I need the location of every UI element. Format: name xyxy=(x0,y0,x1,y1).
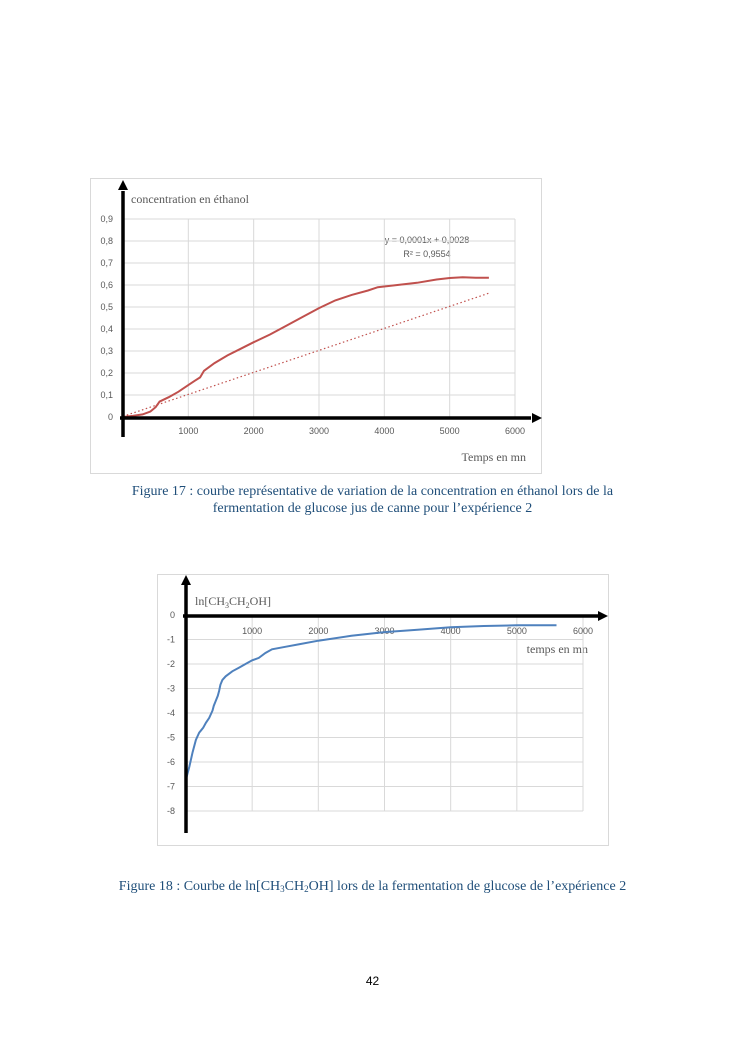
y-tick-label: 0,3 xyxy=(100,346,113,356)
x-axis-arrow xyxy=(598,611,608,621)
x-tick-label: 5000 xyxy=(439,426,460,436)
x-tick-label: 3000 xyxy=(374,626,395,636)
series-line-ln-ethanol xyxy=(186,625,557,779)
y-axis-title-prefix: ln[CH xyxy=(195,594,225,608)
y-tick-label: -1 xyxy=(166,634,175,645)
y-tick-label: 0 xyxy=(107,412,113,422)
x-tick-label: 3000 xyxy=(308,426,330,436)
y-axis-title-mid: CH xyxy=(229,594,246,608)
y-tick-label: -5 xyxy=(166,732,175,743)
y-tick-label: -3 xyxy=(166,683,175,694)
x-tick-label: 4000 xyxy=(374,426,395,436)
y-axis-arrow xyxy=(118,180,128,190)
y-tick-label: 0,7 xyxy=(100,258,113,268)
y-tick-label: -8 xyxy=(166,806,175,816)
y-tick-label: 0,4 xyxy=(100,324,113,334)
x-tick-label: 2000 xyxy=(308,626,329,636)
chart-ethanol-concentration xyxy=(90,178,542,474)
x-tick-label: 2000 xyxy=(243,426,264,436)
y-tick-label: -6 xyxy=(166,757,175,767)
x-tick-label: 6000 xyxy=(572,626,594,636)
y-tick-label: 0,2 xyxy=(100,368,113,378)
caption-sub-2: 2 xyxy=(304,884,309,894)
figure-17-caption xyxy=(100,483,645,517)
caption-line-2: fermentation de glucose jus de canne pour l’expérience 2 xyxy=(212,501,533,516)
figure-18-caption xyxy=(60,878,685,898)
x-tick-label: 1000 xyxy=(242,626,263,636)
caption-mid: CH xyxy=(284,879,305,894)
y-tick-label: -7 xyxy=(166,781,175,792)
y-axis-arrow xyxy=(181,575,191,585)
x-tick-label: 4000 xyxy=(440,626,461,636)
caption-sub-1: 3 xyxy=(280,884,285,894)
caption-prefix: Figure 18 : Courbe de ln[CH xyxy=(118,879,281,894)
trendline-equation: y = 0,0001x + 0,0028 xyxy=(384,235,470,245)
x-axis-arrow xyxy=(532,413,542,423)
ethanol-chart-svg xyxy=(91,179,541,473)
x-axis-title: temps en mn xyxy=(526,642,588,656)
y-axis-title xyxy=(195,594,271,610)
x-tick-label: 1000 xyxy=(178,426,199,436)
x-axis-title: Temps en mn xyxy=(461,450,526,464)
y-axis-title-suffix: OH] xyxy=(249,594,271,608)
chart-ln-ethanol xyxy=(157,574,609,846)
ln-chart-svg xyxy=(158,575,608,845)
y-axis-title-sub1: 3 xyxy=(225,601,229,610)
y-tick-label: 0 xyxy=(169,610,175,620)
trendline xyxy=(123,293,489,416)
y-tick-label: 0,1 xyxy=(100,390,113,400)
caption-line-1: Figure 17 : courbe représentative de variation de la concentration en éthanol lors de la xyxy=(131,484,614,499)
x-tick-label: 6000 xyxy=(504,426,526,436)
series-line-ethanol xyxy=(123,277,489,417)
y-axis-title-sub2: 2 xyxy=(245,601,250,610)
y-tick-label: 0,6 xyxy=(100,280,113,290)
y-tick-label: 0,5 xyxy=(100,302,113,312)
y-tick-label: 0,9 xyxy=(100,214,113,224)
page-number: 42 xyxy=(365,974,380,988)
caption-suffix: OH] lors de la fermentation de glucose de l’expérience 2 xyxy=(308,879,627,894)
y-tick-label: -2 xyxy=(166,659,175,669)
y-axis-title: concentration en éthanol xyxy=(131,192,249,206)
x-tick-label: 5000 xyxy=(506,626,527,636)
y-tick-label: 0,8 xyxy=(100,236,113,246)
y-tick-label: -4 xyxy=(166,708,175,718)
trendline-r-squared: R² = 0,9554 xyxy=(403,249,451,259)
